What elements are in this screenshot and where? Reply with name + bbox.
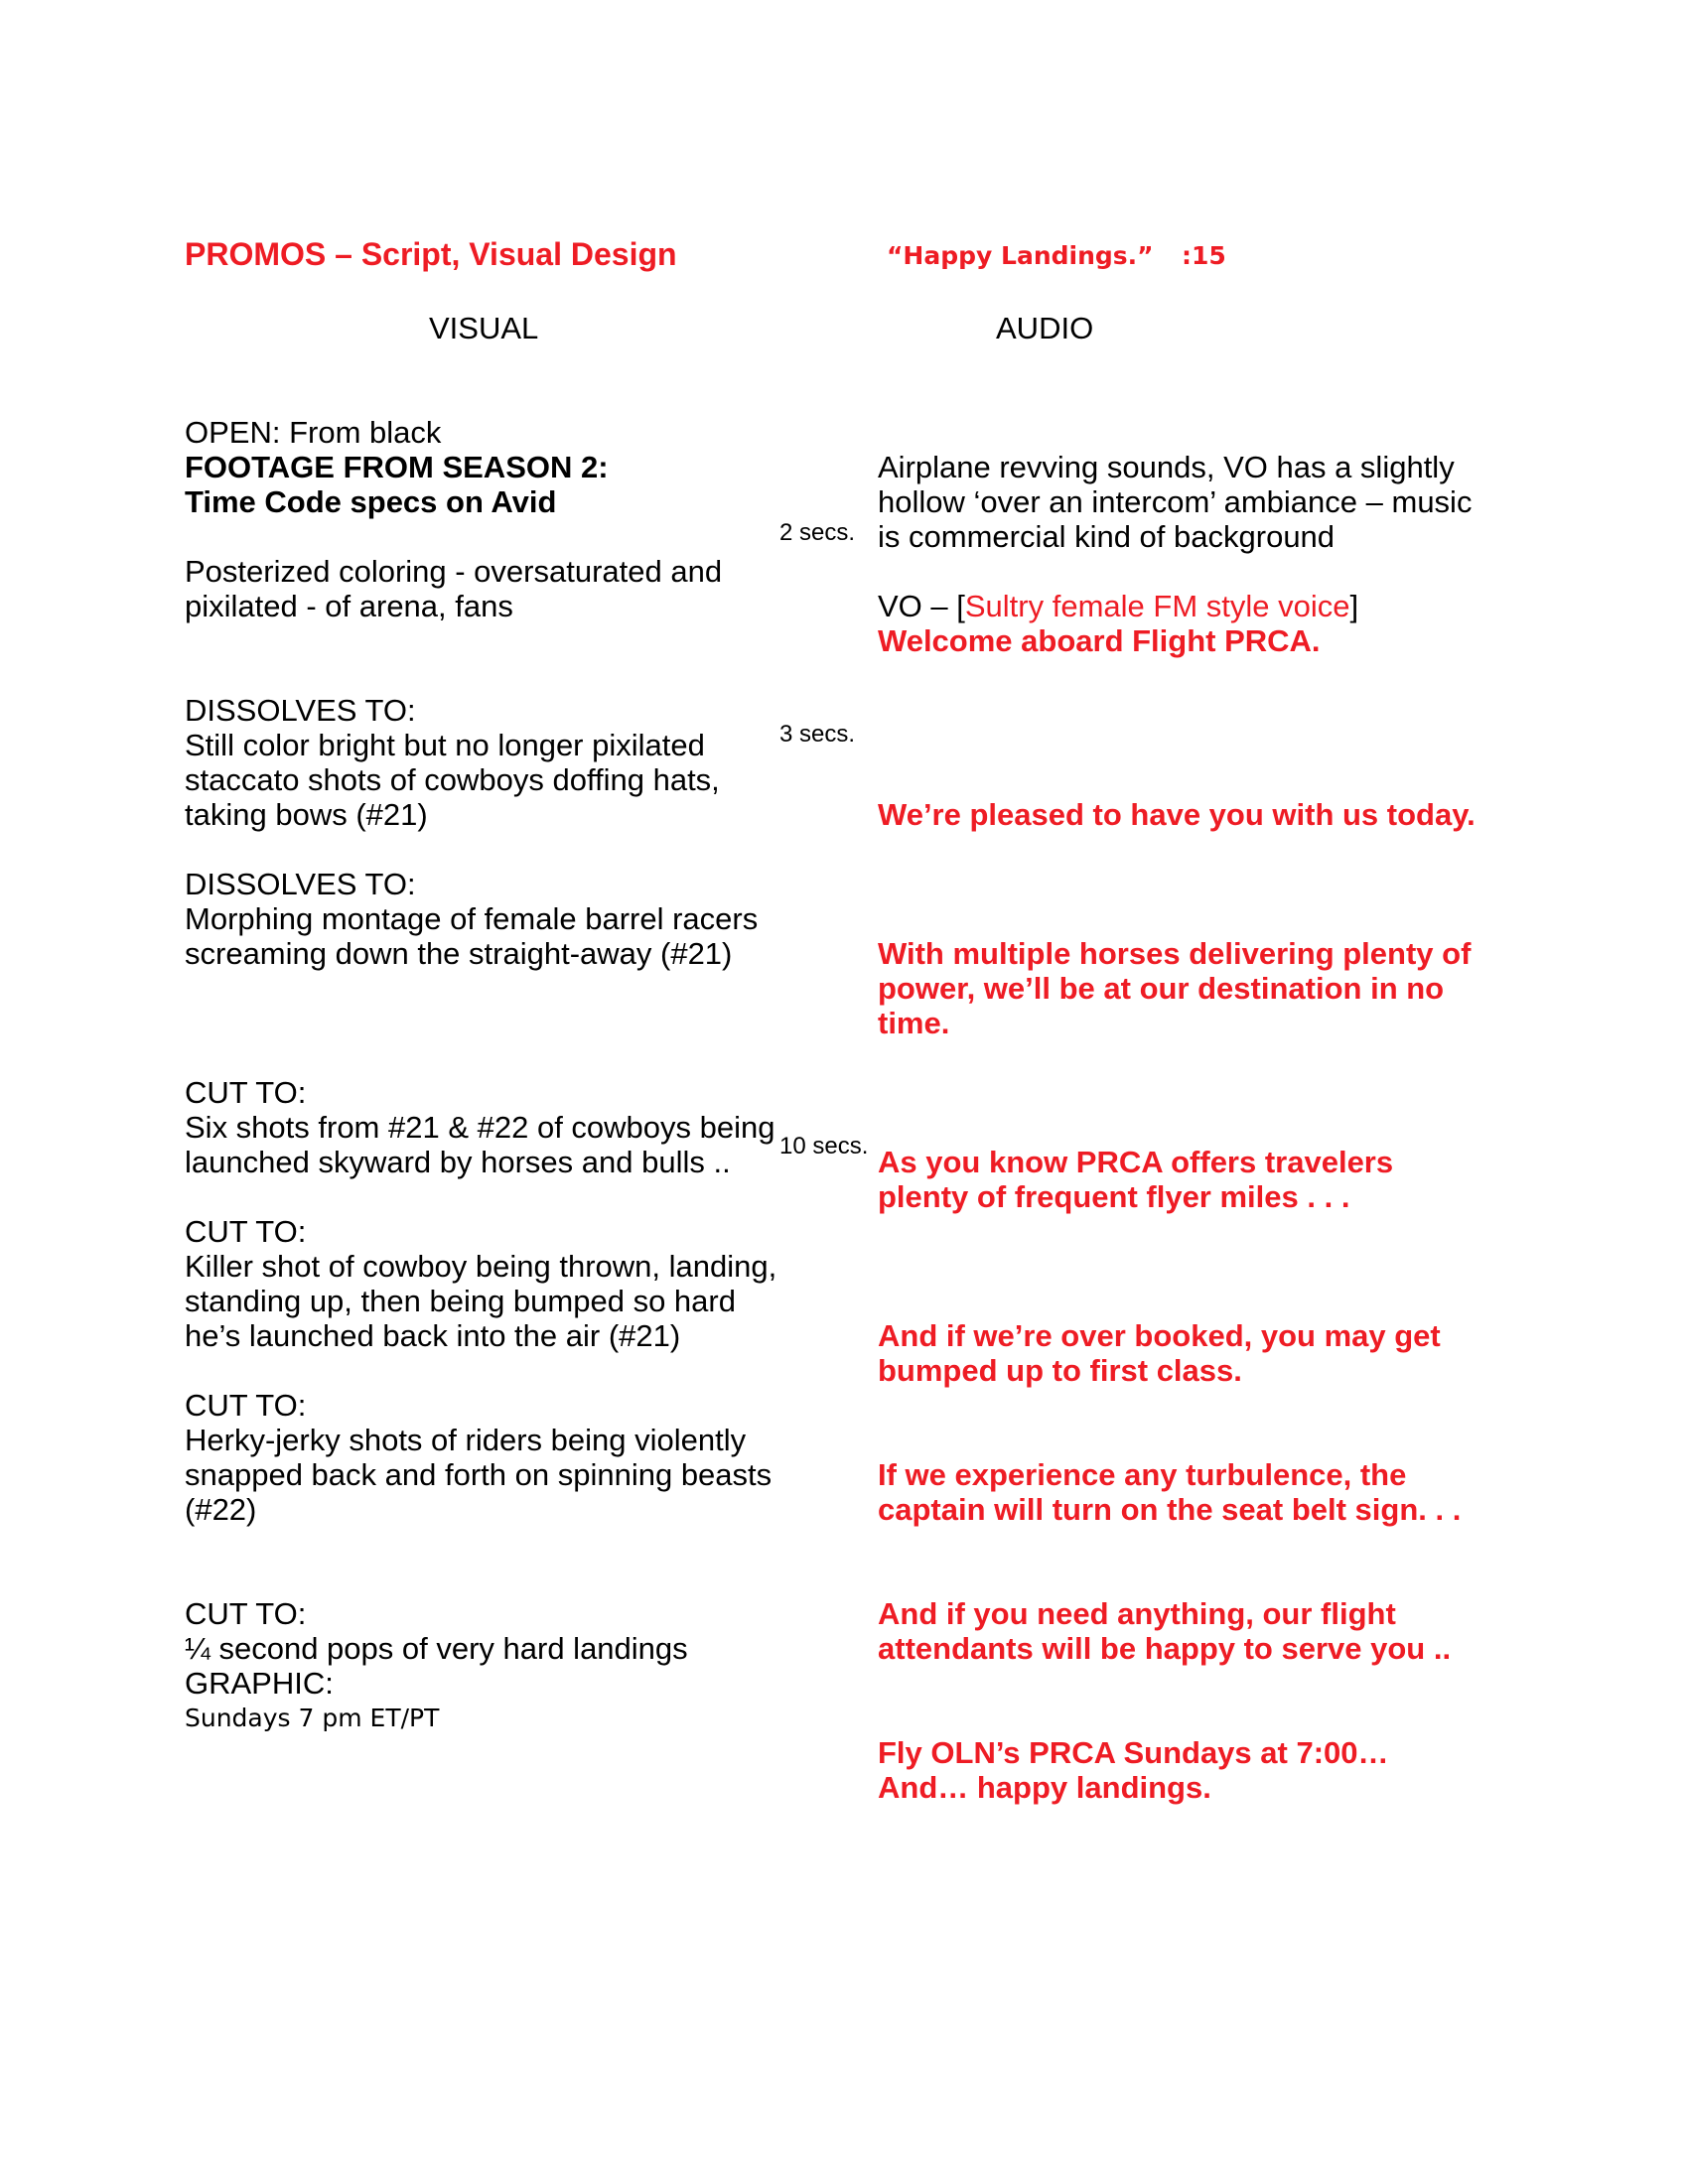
visual-block-cut-1 [185,1075,775,1179]
visual-block-cut-3 [185,1388,772,1527]
visual-line: screaming down the straight-away (#21) [185,936,733,971]
visual-line: taking bows (#21) [185,797,428,832]
visual-line: DISSOLVES TO: [185,693,416,728]
audio-line: If we experience any turbulence, the [878,1457,1407,1492]
audio-line: is commercial kind of background [878,519,1336,554]
visual-line: DISSOLVES TO: [185,867,416,901]
visual-line: Posterized coloring - oversaturated and [185,554,723,589]
promo-duration: :15 [1182,241,1226,270]
audio-block-bumped [878,1318,1441,1388]
audio-block-pleased [878,797,1476,832]
visual-line: (#22) [185,1492,257,1527]
vo-voice-note: Sultry female FM style voice [964,589,1350,623]
visual-block-cut-2 [185,1214,776,1353]
timing-label: 2 secs. [779,519,856,546]
audio-line: With multiple horses delivering plenty of [878,936,1472,971]
audio-line: time. [878,1006,950,1040]
audio-block-vo [878,589,1358,658]
audio-block-miles [878,1145,1393,1214]
audio-line: captain will turn on the seat belt sign. . . [878,1492,1462,1527]
visual-line: GRAPHIC: [185,1666,334,1701]
audio-line: attendants will be happy to serve you .. [878,1631,1452,1666]
visual-block-posterized [185,554,722,623]
audio-line: Fly OLN’s PRCA Sundays at 7:00… [878,1735,1389,1770]
visual-block-dissolve-1 [185,693,720,832]
visual-line: OPEN: From black [185,415,442,450]
audio-line: bumped up to first class. [878,1353,1242,1388]
audio-line: plenty of frequent flyer miles . . . [878,1179,1350,1214]
audio-column-heading: AUDIO [996,311,1094,345]
visual-line: snapped back and forth on spinning beasts [185,1457,773,1492]
visual-line: Six shots from #21 & #22 of cowboys being [185,1110,775,1145]
visual-line: Killer shot of cowboy being thrown, landing, [185,1249,777,1284]
visual-line: CUT TO: [185,1075,307,1110]
visual-line: Morphing montage of female barrel racers [185,901,759,936]
visual-line: CUT TO: [185,1214,307,1249]
visual-line: staccato shots of cowboys doffing hats, [185,762,720,797]
visual-line: Time Code specs on Avid [185,484,557,519]
visual-line: Still color bright but no longer pixilated [185,728,705,762]
visual-block-dissolve-2 [185,867,758,971]
visual-line: ¼ second pops of very hard landings [185,1631,688,1666]
audio-line: power, we’ll be at our destination in no [878,971,1445,1006]
audio-line: As you know PRCA offers travelers [878,1145,1394,1179]
audio-block-closing [878,1735,1389,1805]
audio-block-turbulence [878,1457,1461,1527]
visual-column-heading: VISUAL [429,311,539,345]
visual-block-cut-4 [185,1596,688,1735]
page-title: PROMOS – Script, Visual Design [185,236,677,272]
visual-line: Herky-jerky shots of riders being violently [185,1423,747,1457]
timing-label: 3 secs. [779,721,856,748]
audio-block-horses [878,936,1471,1040]
timing-label: 10 secs. [779,1133,869,1160]
visual-line: standing up, then being bumped so hard [185,1284,736,1318]
audio-line: We’re pleased to have you with us today. [878,797,1476,832]
audio-line: And if you need anything, our flight [878,1596,1396,1631]
audio-block-attendants [878,1596,1451,1666]
audio-block-ambiance [878,450,1472,554]
visual-line: launched skyward by horses and bulls .. [185,1145,731,1179]
audio-line: Airplane revving sounds, VO has a slightly [878,450,1455,484]
vo-direction [878,589,1358,623]
audio-line: Welcome aboard Flight PRCA. [878,623,1321,658]
promo-name: “Happy Landings.” [887,241,1154,270]
visual-line: CUT TO: [185,1596,307,1631]
audio-line: And if we’re over booked, you may get [878,1318,1441,1353]
visual-line: CUT TO: [185,1388,307,1423]
audio-line: hollow ‘over an intercom’ ambiance – music [878,484,1473,519]
visual-line: FOOTAGE FROM SEASON 2: [185,450,609,484]
vo-prefix: VO – [ [878,589,965,623]
visual-line: he’s launched back into the air (#21) [185,1318,681,1353]
vo-suffix: ] [1349,589,1359,623]
graphic-text: Sundays 7 pm ET/PT [185,1704,440,1732]
audio-line: And… happy landings. [878,1770,1211,1805]
visual-block-open [185,415,609,519]
visual-line: pixilated - of arena, fans [185,589,513,623]
